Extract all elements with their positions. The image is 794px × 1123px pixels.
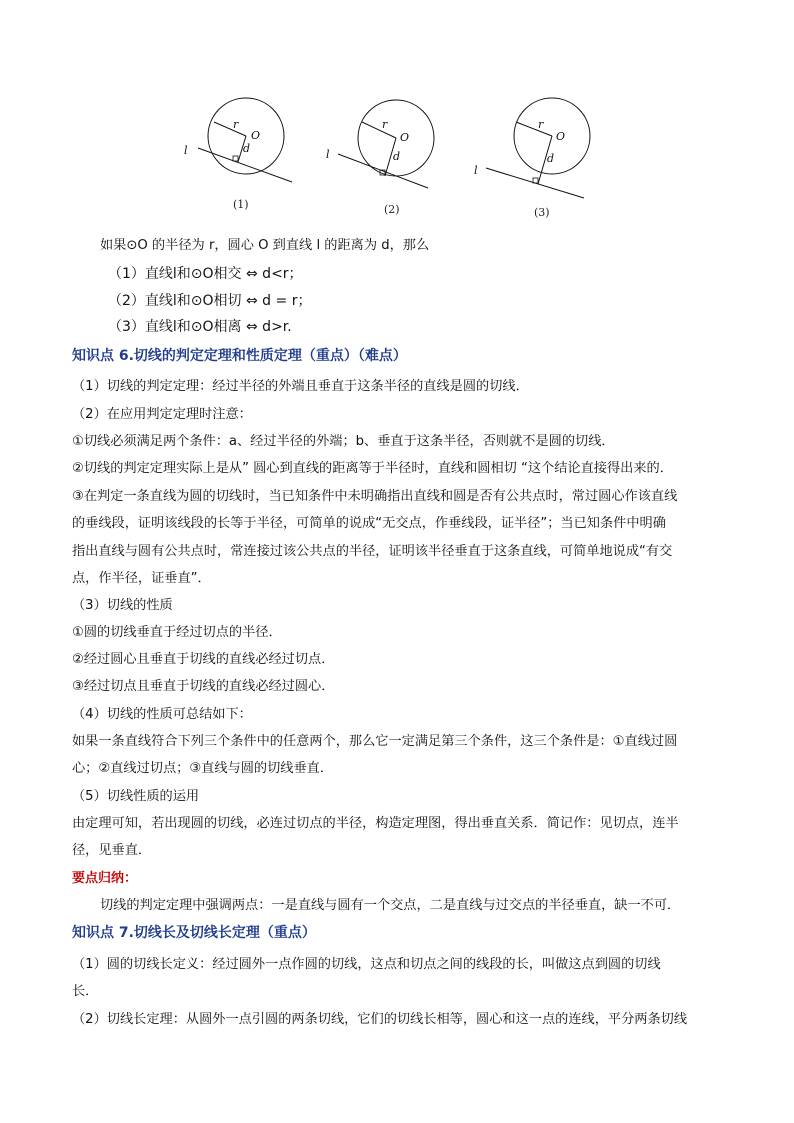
center-label-1: O (251, 129, 261, 142)
text-line: （2）切线长定理：从圆外一点引圆的两条切线，它们的切线长相等，圆心和这一点的连线，平分两条切线 (72, 1012, 688, 1027)
figure-label-3: (3) (534, 206, 550, 219)
text-line: ①圆的切线垂直于经过切点的半径． (72, 625, 282, 640)
text-line: 点，作半径，证垂直”． (72, 571, 211, 586)
text-line: （1）圆的切线长定义：经过圆外一点作圆的切线，这点和切点之间的线段的长，叫做这点到圆的切线 (72, 957, 661, 972)
text-line: 径，见垂直． (72, 843, 152, 858)
text-line: ①切线必须满足两个条件：a、经过半径的外端；b、垂直于这条半径，否则就不是圆的切线． (72, 434, 615, 449)
figure-intersect (178, 92, 308, 192)
radius-label-3: r (538, 118, 544, 131)
distance-label-2: d (393, 150, 401, 163)
condition-tangent: （2）直线l和⊙O相切 ⇔ d = r； (108, 293, 312, 309)
figure-tangent-diagram (322, 92, 452, 192)
line-label-3: l (474, 164, 478, 177)
figure-tangent (322, 92, 452, 192)
line-label-1: l (184, 144, 188, 157)
text-line: （4）切线的性质可总结如下： (72, 707, 252, 722)
figure-label-2: (2) (384, 203, 400, 216)
text-line: 心；②直线过切点；③直线与圆的切线垂直． (72, 761, 334, 776)
text-line: ②切线的判定定理实际上是从” 圆心到直线的距离等于半径时，直线和圆相切 “这个结论直接得出来的． (72, 461, 673, 476)
center-label-3: O (556, 130, 566, 143)
figure-separate-diagram (472, 92, 602, 202)
intro-line: 如果⊙O 的半径为 r，圆心 O 到直线 l 的距离为 d，那么 (100, 238, 430, 253)
text-line: 如果一条直线符合下列三个条件中的任意两个，那么它一定满足第三个条件，这三个条件是：①直线过圆 (72, 734, 678, 749)
condition-separate: （3）直线l和⊙O相离 ⇔ d>r. (108, 319, 292, 335)
distance-label-1: d (243, 142, 251, 155)
section-heading-6: 知识点 6.切线的判定定理和性质定理（重点）（难点） (72, 348, 407, 364)
text-line: （3）切线的性质 (72, 598, 173, 613)
text-line: 的垂线段，证明该线段的长等于半径，可简单的说成“无交点，作垂线段，证半径”；当已知条件中明确 (72, 516, 666, 531)
text-line: 长． (72, 984, 99, 999)
text-line: ③在判定一条直线为圆的切线时，当已知条件中未明确指出直线和圆是否有公共点时，常过圆心作该直线 (72, 489, 678, 504)
text-line: ②经过圆心且垂直于切线的直线必经过切点． (72, 652, 335, 667)
text-line: （1）切线的判定定理：经过半径的外端且垂直于这条半径的直线是圆的切线． (72, 379, 529, 394)
radius-label-1: r (233, 118, 239, 131)
figure-intersect-diagram (178, 92, 308, 192)
line-label-2: l (326, 148, 330, 161)
text-line: 由定理可知，若出现圆的切线，必连过切点的半径，构造定理图，得出垂直关系．简记作：见切点，连半 (72, 816, 679, 831)
radius-label-2: r (382, 118, 388, 131)
text-line: （5）切线性质的运用 (72, 789, 200, 804)
section-heading-7: 知识点 7.切线长及切线长定理（重点） (72, 925, 316, 941)
key-points-text: 切线的判定定理中强调两点：一是直线与圆有一个交点，二是直线与过交点的半径垂直，缺一不可． (100, 898, 681, 913)
key-points-label: 要点归纳： (72, 871, 138, 886)
distance-label-3: d (547, 152, 555, 165)
text-line: 指出直线与圆有公共点时，常连接过该公共点的半径，证明该半径垂直于这条直线，可简单地说成“有交 (72, 544, 673, 559)
center-label-2: O (400, 131, 410, 144)
condition-intersect: （1）直线l和⊙O相交 ⇔ d<r； (108, 266, 303, 282)
text-line: ③经过切点且垂直于切线的直线必经过圆心． (72, 679, 335, 694)
figure-label-1: (1) (233, 198, 249, 211)
figure-separate (472, 92, 602, 202)
text-line: （2）在应用判定定理时注意： (72, 407, 252, 422)
